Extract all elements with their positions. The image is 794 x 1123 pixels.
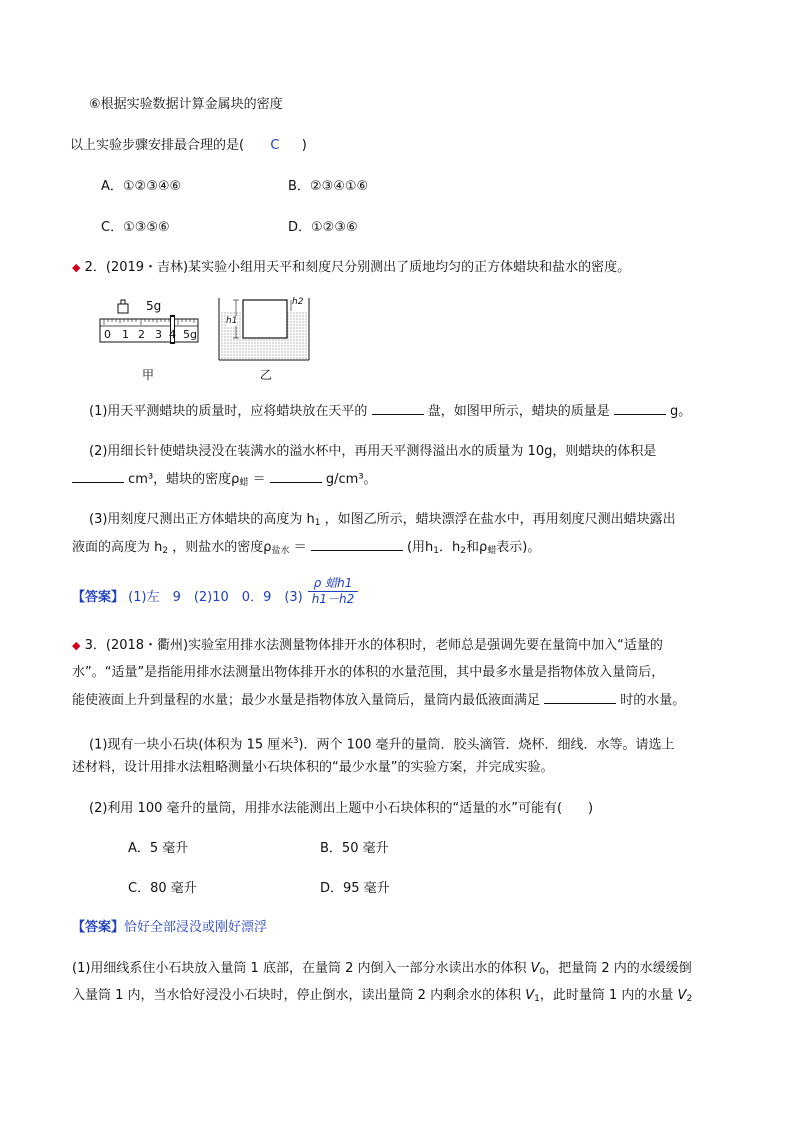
q2-answer-denominator: h1－h2 [311,592,355,606]
q2-part3-f-sub: 1 [433,546,440,556]
ruler-ticks [104,319,194,325]
q3-explain-v2: V [677,988,687,1003]
q2-part2-b: cm³，蜡块的密度ρ [128,472,240,487]
wax-block [243,300,287,338]
q2-part2-b-sub: 蜡 [239,478,249,488]
q2-part2-line2 [72,470,377,492]
q3-marker: ◆ [72,639,81,652]
q3-stem-line2: 水”。“适量”是指能用排水法测量出物体排开水的体积的水量范围，其中最多水量是指物体放入量筒后， [72,665,665,680]
q2-part1 [89,402,691,421]
q3-stem-text-3b: 时的水量。 [620,693,686,708]
step-6-text: ⑥根据实验数据计算金属块的密度 [89,97,283,112]
q2-part2-d: g/cm³。 [325,472,377,487]
q3-sub1-sup: 3 [293,736,299,745]
q1-close-paren: ) [301,138,307,153]
q3-sub1-line1 [89,732,675,754]
q2-part1-b: 盘，如图甲所示，蜡块的质量是 [427,404,610,419]
q2-answer-numerator: ρ 蜡h1 [308,576,358,592]
q3-option-d: D．95 毫升 [320,881,390,896]
figure-yi-caption: 乙 [260,368,273,382]
q2-blank-density [270,470,322,483]
h2-label: h2 [292,297,304,307]
q3-explain-2b: ，此时量筒 1 内的水量 [539,988,678,1003]
q2-answer-fraction [308,576,358,607]
q3-answer-text: 恰好全部浸没或刚好漂浮 [124,920,268,935]
q3-explain-2a: 入量筒 1 内，当水恰好浸没小石块时，停止倒水，读出量筒 2 内剩余水的体积 [72,988,526,1003]
q1-answer: C [270,138,280,153]
q3-option-a: A．5 毫升 [128,841,189,856]
q2-part3-g-sub: 2 [460,546,466,556]
q2-part2-c: ＝ [252,472,266,487]
q2-part3-line1 [89,511,676,532]
q3-explain-line1 [72,960,692,981]
q3-answer [72,919,267,937]
q1-option-a: A．①②③④⑥ [101,179,182,194]
ruler-tick-5g: 5g [183,328,197,341]
q3-blank-min-level [544,691,616,704]
q3-sub1-line2: 述材料，设计用排水法粗略测量小石块体积的“最少水量”的实验方案，并完成实验。 [72,760,554,775]
q2-part3-g: ．h [439,540,461,555]
q3-explain-v1: V [525,988,535,1003]
q2-part3-h: 和ρ [466,540,488,555]
q1-option-c: C．①③⑤⑥ [101,220,170,235]
q2-part3-d-sub: 盐水 [271,546,290,556]
q2-part3-i: 表示)。 [496,540,541,555]
q3-explain-v2-sub: 2 [686,994,693,1004]
q2-part3-f: (用h [406,540,434,555]
q2-part3-a-sub: 1 [314,518,321,528]
q3-explain-line2 [72,987,692,1008]
q3-explain-v0-sub: 0 [539,967,546,977]
q2-blank-salt-density [311,538,403,551]
q2-answer [72,589,303,607]
ruler-tick-2: 2 [138,328,145,341]
ruler-tick-0: 0 [104,328,111,341]
q2-stem-text: 2．(2019・吉林)某实验小组用天平和刻度尺分别测出了质地均匀的正方体蜡块和盐水的密度。 [84,260,631,275]
q2-blank-mass [614,402,666,415]
q3-stem-line3 [72,691,685,710]
q2-part1-c: g。 [670,404,692,419]
q2-part3-c-sub: 2 [162,546,169,556]
q2-part2-line1: (2)用细长针使蜡块浸没在装满水的溢水杯中，再用天平测得溢出水的质量为 10g，则蜡块的体积是 [89,444,657,459]
q2-part3-b: ，如图乙所示，蜡块漂浮在盐水中，再用刻度尺测出蜡块露出 [324,512,676,527]
q2-blank-volume [72,470,124,483]
q2-part1-a: (1)用天平测蜡块的质量时，应将蜡块放在天平的 [89,404,368,419]
q3-sub1-b: )．两个 100 毫升的量筒．胶头滴管．烧杯．细线．水等。请选上 [298,737,675,753]
ruler-tick-3: 3 [155,328,162,341]
h1-label: h1 [226,316,238,326]
q3-option-c: C．80 毫升 [128,881,197,896]
q3-sub2: (2)利用 100 毫升的量筒，用排水法能测出上题中小石块体积的“适量的水”可能有( ) [89,801,594,816]
weight-icon [118,300,128,313]
q3-answer-tag: 【答案】 [72,920,125,935]
q2-answer-tag: 【答案】 [72,590,125,605]
q2-part3-h-sub: 蜡 [487,546,497,556]
q3-explain-v0: V [530,961,540,976]
q3-sub1-a: (1)现有一块小石块(体积为 15 厘米 [89,737,294,753]
q3-option-b: B．50 毫升 [320,841,389,856]
q2-stem [72,259,630,277]
q2-part3-a: (3)用刻度尺测出正方体蜡块的高度为 h [89,512,315,527]
q3-explain-1a: (1)用细线系住小石块放入量筒 1 底部，在量筒 2 内倒入一部分水读出水的体积 [72,961,531,976]
weight-label: 5g [146,299,162,313]
q3-stem-text-3a: 能使液面上升到量程的水量；最少水量是指物体放入量筒后，量筒内最低液面满足 [72,693,541,708]
q1-option-b: B．②③④①⑥ [288,179,369,194]
q3-explain-1b: ，把量筒 2 内的水缓缓倒 [545,961,692,976]
q2-part3-e: ＝ [293,540,307,555]
q1-stem-text: 以上实验步骤安排最合理的是( [70,138,245,153]
q3-stem-text-1: 3．(2018・衢州)实验室用排水法测量物体排开水的体积时，老师总是强调先要在量筒中加入“适量的 [84,638,663,653]
q2-part3-line2 [72,538,540,560]
ruler-tick-4: 4 [169,328,176,341]
ruler-tick-1: 1 [122,328,129,341]
q2-answer-text: (1)左 9 (2)10 0．9 (3) [128,590,303,605]
q2-blank-pan [372,402,424,415]
q2-part3-d: ，则盐水的密度ρ [172,540,272,555]
q2-marker: ◆ [72,261,81,274]
q1-option-d: D．①②③⑥ [288,220,358,235]
q3-stem-line1 [72,637,663,655]
figure-jia-caption: 甲 [142,368,155,382]
q3-explain-v1-sub: 1 [534,994,540,1004]
q2-part3-c: 液面的高度为 h [72,540,163,555]
q1-stem [70,137,307,155]
